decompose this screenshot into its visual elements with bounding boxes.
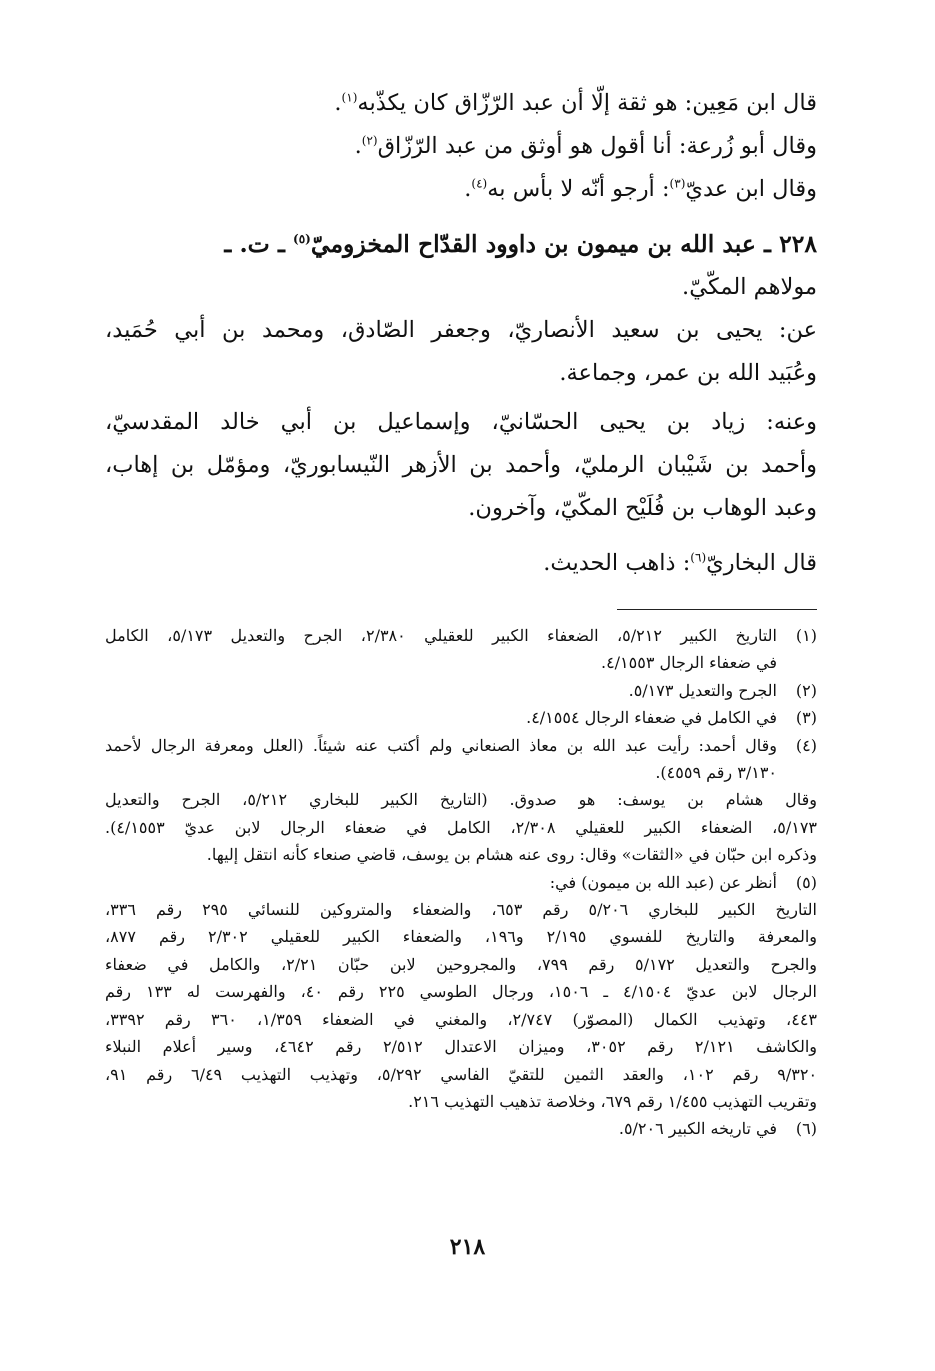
footnote — [105, 704, 817, 731]
page-number: ٢١٨ — [449, 1234, 486, 1260]
text-line: وعنه: زياد بن يحيى الحسّانيّ، وإسماعيل بن أبي خالد المقدسيّ، — [105, 409, 817, 435]
footnote-ref: (٢) — [361, 133, 378, 148]
footnote-text: والكاشف ٢/١٢١ رقم ٣٠٥٢، وميزان الاعتدال ٢/٥١٢ رقم ٤٦٤٢، وسير أعلام النبلاء — [105, 1037, 818, 1057]
footnote-text: ٤٤٣، وتهذيب الكمال (المصوّر) ٢/٧٤٧، والمغني في الضعفاء ١/٣٥٩، ٣٦٠ رقم ٣٣٩٢، — [105, 1009, 817, 1029]
text-segment: : ذاهب الحديث. — [543, 550, 691, 576]
footnote-number: (٥) — [795, 872, 817, 892]
footnote-continuation — [105, 896, 817, 1115]
footnote-text: التاريخ الكبير ٥/٢١٢، الضعفاء الكبير للعقيلي ٢/٣٨٠، الجرح والتعديل ٥/١٧٣، الكامل — [105, 626, 777, 645]
footnote-text: في الكامل في ضعفاء الرجال ٤/١٥٥٤. — [526, 708, 777, 728]
footnote-text: ٥/١٧٣، الضعفاء الكبير للعقيلي ٢/٣٠٨، الكامل في ضعفاء الرجال لابن عديّ ٤/١٥٥٣). — [105, 817, 818, 837]
footnote-number: (٢) — [795, 680, 817, 700]
text-line: وعُبَيد الله بن عمر، وجماعة. — [559, 360, 817, 386]
footnote-ref: (٣) — [669, 176, 686, 191]
footnote-text: ٩/٣٢٠ رقم ١٠٢، والعقد الثمين للتقيّ الفاسي ٥/٢٩٢، وتهذيب التهذيب ٦/٤٩ رقم ٩١، — [105, 1064, 818, 1084]
footnote-text: أنظر عن (عبد الله بن ميمون) في: — [549, 872, 777, 892]
footnote — [105, 732, 817, 787]
text-segment: وقال أبو زُرعة: أنا أقول هو أوثق من عبد الرّزّاق — [377, 133, 817, 159]
footnote-text: الرجال لابن عديّ ٤/١٥٠٤ ـ ١٥٠٦، ورجال الطوسي ٢٢٥ رقم ٤٠، والفهرست له ١٣٣ رقم — [105, 982, 817, 1002]
footnote-number: (١) — [795, 626, 817, 645]
text-segment: . — [464, 176, 472, 202]
entry-title: ٢٢٨ ـ عبد الله بن ميمون بن داوود القدّاح المخزوميّ — [310, 230, 817, 258]
entry-heading — [105, 223, 817, 266]
text-line — [105, 125, 817, 168]
text-segment: قال البخاريّ — [706, 550, 817, 576]
footnote-ref: (٤) — [471, 176, 488, 191]
text-segment: . — [354, 133, 362, 159]
footnote-text: وقال أحمد: رأيت عبد الله بن معاذ الصنعاني ولم أكتب عنه شيئاً. (العلل ومعرفة الرجال لأحمد — [105, 735, 777, 755]
footnote-text: التاريخ الكبير للبخاري ٥/٢٠٦ رقم ٦٥٣، والضعفاء والمتروكين للنسائي ٢٩٥ رقم ٣٣٦، — [105, 900, 818, 920]
footnote-ref: (١) — [341, 90, 358, 105]
footnote-number: (٦) — [795, 1119, 817, 1139]
footnote-ref: (٦) — [690, 550, 707, 565]
footnote-text: وقال هشام بن يوسف: هو صدوق. (التاريخ الكبير للبخاري ٥/٢١٢، الجرح والتعديل — [105, 790, 818, 810]
footnote — [105, 869, 817, 896]
text-line: مولاهم المكّيّ. — [682, 274, 817, 300]
footnote-separator — [617, 609, 817, 610]
footnote — [105, 622, 817, 677]
text-segment: وقال ابن عديّ — [685, 176, 817, 202]
footnote-text: وتقريب التهذيب ١/٤٥٥ رقم ٦٧٩، وخلاصة تذهيب التهذيب ٢١٦. — [408, 1091, 817, 1111]
text-segment: ـ ت. ـ — [224, 230, 294, 258]
footnotes — [105, 622, 817, 1143]
main-text — [105, 82, 817, 585]
text-line: عن: يحيى بن سعيد الأنصاريّ، وجعفر الصّادق، ومحمد بن أبي حُمَيد، — [105, 317, 817, 343]
footnote-number: (٣) — [795, 708, 817, 728]
footnote-number: (٤) — [795, 735, 817, 755]
footnote-text: وذكره ابن حبّان في «الثقات» وقال: روى عنه هشام بن يوسف، قاضي صنعاء كأنه انتقل إليها. — [206, 845, 817, 865]
footnote-text: في تاريخه الكبير ٥/٢٠٦. — [618, 1119, 777, 1139]
text-line: قال ابن مَعِين: هو ثقة إلّا أن عبد الرّزّاق كان يكذّبه$^{(١)}$. — [334, 90, 817, 116]
footnote-text: في ضعفاء الرجال ٤/١٥٥٣. — [600, 653, 777, 673]
text-line: وأحمد بن شَيْبان الرمليّ، وأحمد بن الأزهر النّيسابوريّ، ومؤمّل بن إهاب، — [105, 452, 817, 478]
footnote-text: ٣/١٣٠ رقم ٤٥٥٩). — [655, 763, 777, 783]
text-line: وعبد الوهاب بن فُلَيْح المكّيّ، وآخرون. — [468, 495, 817, 521]
text-segment: قال ابن مَعِين: هو ثقة إلّا أن عبد الرّزّاق كان يكذّبه — [357, 90, 817, 116]
text-line — [105, 542, 817, 585]
footnote — [105, 677, 817, 704]
footnote — [105, 1115, 817, 1142]
footnote-text: والمعرفة والتاريخ للفسوي ٢/١٩٥ و١٩٦، والضعفاء الكبير للعقيلي ٢/٣٠٢ رقم ٨٧٧، — [105, 927, 817, 947]
text-line — [105, 168, 817, 211]
footnote-text: والجرح والتعديل ٥/١٧٢ رقم ٧٩٩، والمجروحين لابن حبّان ٢/٢١، والكامل في ضعفاء — [105, 954, 818, 974]
footnote-continuation — [105, 786, 817, 868]
footnote-text: الجرح والتعديل ٥/١٧٣. — [628, 680, 777, 700]
text-segment: : أرجو أنّه لا بأس به — [487, 176, 670, 202]
footnote-ref: (٥) — [293, 232, 311, 247]
